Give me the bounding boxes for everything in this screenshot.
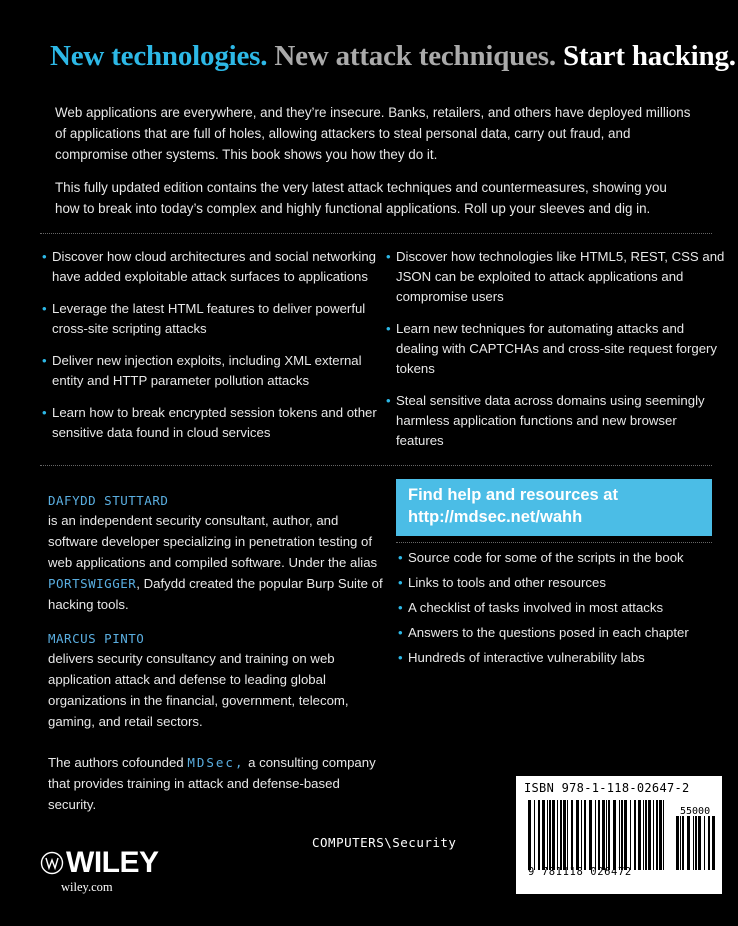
headline-part-1: New technologies. <box>50 40 268 72</box>
bullet-icon: • <box>398 600 403 615</box>
author-bio-stuttard: is an independent security consultant, author, and software developer specializing in penetration testing of web applications and compiled software. Under the alias PORTSWIGGER, Dafydd created the popular Burp Suite of hacking tools. <box>48 513 383 612</box>
book-category: COMPUTERS\Security <box>312 835 457 850</box>
wiley-emblem-icon <box>40 851 64 875</box>
resources-list <box>398 548 718 673</box>
resources-title: Find help and resources at <box>408 486 618 504</box>
bullet-icon: • <box>42 353 47 368</box>
brand-mdsec: MDSec, <box>187 755 245 770</box>
publisher-name: WILEY <box>66 846 159 879</box>
list-item: • Answers to the questions posed in each chapter <box>398 623 718 643</box>
dotted-divider <box>40 465 712 466</box>
list-item: • Discover how technologies like HTML5, REST, CSS and JSON can be exploited to attack applications and compromise users <box>386 249 725 304</box>
list-item: • Links to tools and other resources <box>398 573 718 593</box>
list-item: • Discover how cloud architectures and social networking have added exploitable attack surfaces to applications <box>42 249 376 284</box>
list-item: • A checklist of tasks involved in most attacks <box>398 598 718 618</box>
author-name-stuttard: DAFYDD STUTTARD <box>48 493 169 508</box>
bullet-icon: • <box>386 321 391 336</box>
publisher-url: wiley.com <box>61 880 113 894</box>
barcode-digits: 9 781118 026472 <box>528 866 632 878</box>
list-item: • Learn how to break encrypted session tokens and other sensitive data found in cloud services <box>42 405 377 440</box>
bullet-icon: • <box>42 405 47 420</box>
cofounder-note: The authors cofounded MDSec, a consulting company that provides training in attack and defense-based security. <box>48 755 376 812</box>
list-item: • Hundreds of interactive vulnerability labs <box>398 648 718 668</box>
list-item: • Learn new techniques for automating attacks and dealing with CAPTCHAs and cross-site request forgery tokens <box>386 321 718 376</box>
list-item: • Leverage the latest HTML features to deliver powerful cross-site scripting attacks <box>42 301 366 336</box>
bullet-icon: • <box>386 249 391 264</box>
intro-paragraph-1: Web applications are everywhere, and they’re insecure. Banks, retailers, and others have deployed millions of applications that are full of holes, allowing attackers to steal personal data, carry out fraud, and compromise other systems. This book shows you how they do it. <box>55 105 691 162</box>
resources-url: http://mdsec.net/wahh <box>408 508 583 526</box>
bullet-icon: • <box>42 301 47 316</box>
bullet-icon: • <box>398 650 403 665</box>
wiley-logo <box>40 846 159 880</box>
cover-headline <box>50 40 736 73</box>
bullet-icon: • <box>398 625 403 640</box>
bullet-icon: • <box>398 575 403 590</box>
dotted-divider <box>40 233 712 234</box>
list-item: • Deliver new injection exploits, including XML external entity and HTTP parameter pollution attacks <box>42 353 362 388</box>
bullet-icon: • <box>398 550 403 565</box>
headline-part-3: Start hacking. <box>562 40 736 72</box>
alias-portswigger: PORTSWIGGER <box>48 576 137 591</box>
isbn-label: ISBN 978-1-118-02647-2 <box>524 781 690 795</box>
list-item: • Steal sensitive data across domains using seemingly harmless application functions and new browser features <box>386 393 705 448</box>
intro-paragraph-2: This fully updated edition contains the very latest attack techniques and countermeasures, showing you how to break into today’s complex and highly functional applications. Roll up your sleeves and dig in. <box>55 180 667 216</box>
author-name-pinto: MARCUS PINTO <box>48 631 145 646</box>
resources-banner <box>396 479 712 536</box>
price-code: 55000 <box>680 806 711 817</box>
author-bio-pinto: delivers security consultancy and training on web application attack and defense to leading global organizations in the financial, government, telecom, gaming, and retail sectors. <box>48 651 349 729</box>
bullet-icon: • <box>386 393 391 408</box>
dotted-divider <box>396 542 712 543</box>
list-item: • Source code for some of the scripts in the book <box>398 548 718 568</box>
feature-list-right <box>386 247 726 463</box>
headline-part-2: New attack techniques. <box>274 40 556 72</box>
feature-list-left <box>42 247 382 455</box>
bullet-icon: • <box>42 249 47 264</box>
